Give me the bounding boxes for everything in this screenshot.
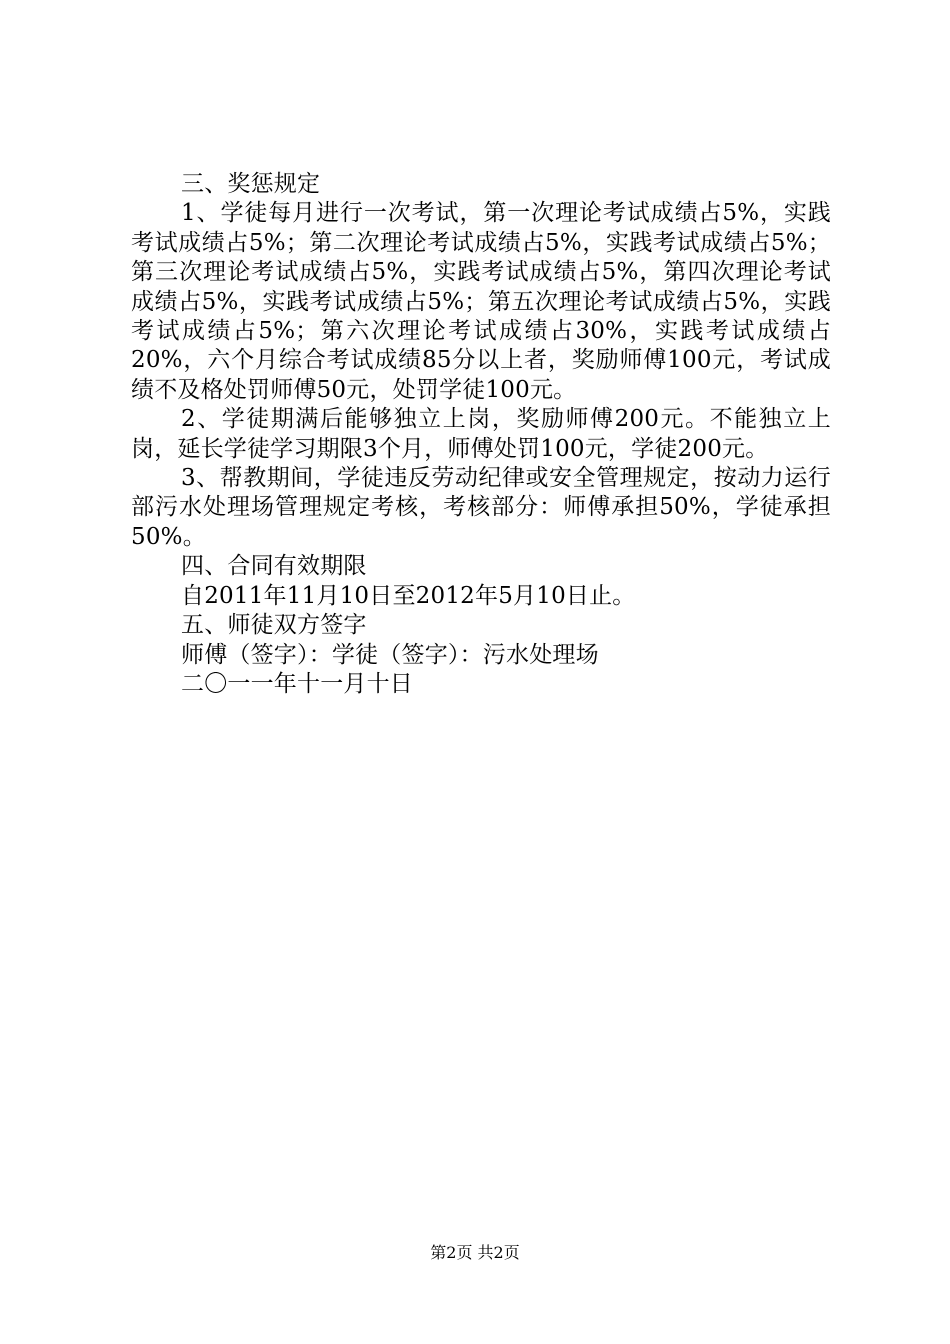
section-heading-signatures: 五、师徒双方签字 (181, 612, 367, 639)
clause-3-discipline: 3、帮教期间，学徒违反劳动纪律或安全管理规定，按动力运行部污水处理场管理规定考核，考核部分：师傅承担50%，学徒承担50%。 (131, 465, 831, 550)
clause-2-completion: 2、学徒期满后能够独立上岗，奖励师傅200元。不能独立上岗，延长学徒学习期限3个月，师傅处罚100元，学徒200元。 (131, 406, 831, 462)
section-heading-validity: 四、合同有效期限 (181, 553, 367, 580)
validity-period: 自2011年11月10日至2012年5月10日止。 (181, 582, 636, 609)
document-body (131, 170, 831, 699)
clause-1-exams: 1、学徒每月进行一次考试，第一次理论考试成绩占5%，实践考试成绩占5%；第二次理论考试成绩占5%，实践考试成绩占5%；第三次理论考试成绩占5%，实践考试成绩占5%，第四次理论考试成绩占5%，实践考试成绩占5%；第五次理论考试成绩占5%，实践考试成绩占5%；第六次理论考试成绩占30%，实践考试成绩占20%，六个月综合考试成绩85分以上者，奖励师傅100元，考试成绩不及格处罚师傅50元，处罚学徒100元。 (131, 200, 831, 403)
signature-date: 二〇一一年十一月十日 (181, 670, 413, 697)
signature-line: 师傅（签字）：学徒（签字）：污水处理场 (181, 641, 599, 668)
section-heading-rewards: 三、奖惩规定 (181, 171, 321, 197)
page-footer: 第2页 共2页 (430, 1243, 520, 1262)
